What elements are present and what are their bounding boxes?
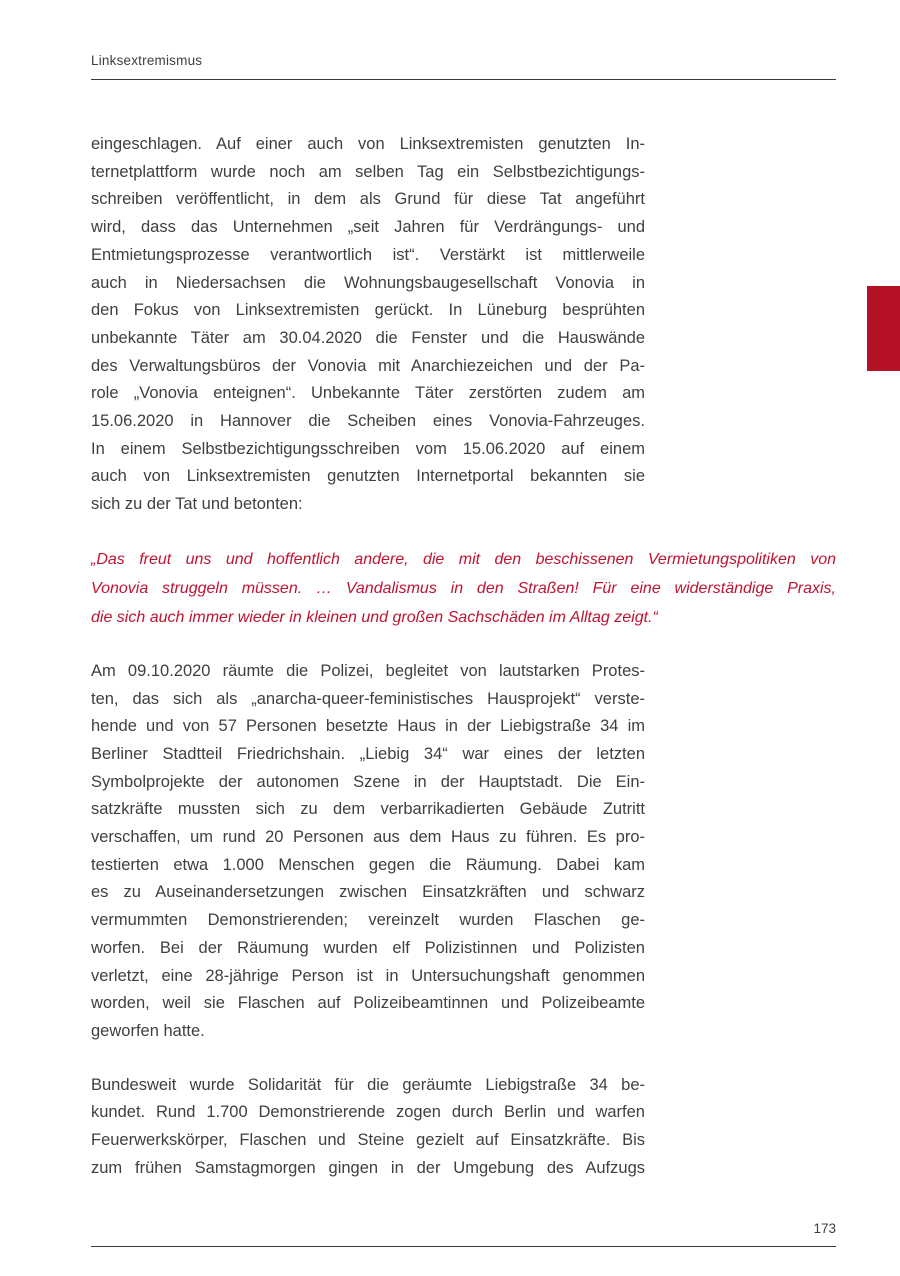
text-line: ternetplattform wurde noch am selben Tag ein Selbstbezichtigungs- <box>91 162 645 181</box>
body-paragraph <box>91 658 645 1046</box>
text-line: schreiben veröffentlicht, in dem als Grund für diese Tat angeführt <box>91 190 645 209</box>
text-line: 15.06.2020 in Hannover die Scheiben eines Vonovia-Fahrzeuges. <box>91 412 645 431</box>
body-paragraph <box>91 1072 645 1183</box>
page-header <box>91 52 836 80</box>
text-line: sich zu der Tat und betonten: <box>91 495 303 514</box>
text-line: unbekannte Täter am 30.04.2020 die Fenster und die Hauswände <box>91 328 645 347</box>
text-line: role „Vonovia enteignen“. Unbekannte Täter zerstörten zudem am <box>91 384 645 403</box>
text-line: geworfen hatte. <box>91 1021 205 1040</box>
text-line: eingeschlagen. Auf einer auch von Linksextremisten genutzten In- <box>91 135 645 153</box>
text-line: es zu Auseinandersetzungen zwischen Einsatzkräften und schwarz <box>91 883 645 902</box>
text-line: worden, weil sie Flaschen auf Polizeibeamtinnen und Polizeibeamte <box>91 994 645 1013</box>
text-line: auch von Linksextremisten genutzten Internetportal bekannten sie <box>91 467 645 486</box>
text-line: vermummten Demonstrierenden; vereinzelt wurden Flaschen ge- <box>91 911 645 930</box>
text-line: hende und von 57 Personen besetzte Haus in der Liebigstraße 34 im <box>91 717 645 736</box>
text-line: wird, dass das Unternehmen „seit Jahren für Verdrängungs- und <box>91 218 645 237</box>
text-line: verletzt, eine 28-jährige Person ist in Untersuchungshaft genommen <box>91 966 645 985</box>
chapter-marker-tab <box>867 286 900 371</box>
text-line: zum frühen Samstagmorgen gingen in der Umgebung des Aufzugs <box>91 1158 645 1177</box>
text-line: Symbolprojekte der autonomen Szene in der Hauptstadt. Die Ein- <box>91 772 645 791</box>
page-footer <box>91 1220 836 1247</box>
text-line: Am 09.10.2020 räumte die Polizei, begleitet von lautstarken Protes- <box>91 661 645 680</box>
text-line: den Fokus von Linksextremisten gerückt. In Lüneburg besprühten <box>91 301 645 320</box>
body-paragraph <box>91 131 645 519</box>
text-line: In einem Selbstbezichtigungsschreiben vom 15.06.2020 auf einem <box>91 439 645 458</box>
text-line: verschaffen, um rund 20 Personen aus dem Haus zu führen. Es pro- <box>91 828 645 847</box>
text-line: Entmietungsprozesse verantwortlich ist“. Verstärkt ist mittlerweile <box>91 245 645 264</box>
text-line: Bundesweit wurde Solidarität für die geräumte Liebigstraße 34 be- <box>91 1075 645 1094</box>
text-line: „Das freut uns und hoffentlich andere, die mit den beschissenen Vermietungspolitiken von <box>91 550 836 568</box>
text-line: Vonovia struggeln müssen. … Vandalismus in den Straßen! Für eine widerständige Praxis, <box>91 579 836 597</box>
text-line: kundet. Rund 1.700 Demonstrierende zogen durch Berlin und warfen <box>91 1103 645 1122</box>
text-line: testierten etwa 1.000 Menschen gegen die Räumung. Dabei kam <box>91 855 645 874</box>
quote-paragraph <box>91 545 836 632</box>
text-line: ten, das sich als „anarcha-queer-feministisches Hausprojekt“ verste- <box>91 689 645 708</box>
text-line: satzkräfte mussten sich zu dem verbarrikadierten Gebäude Zutritt <box>91 800 645 819</box>
text-line: Feuerwerkskörper, Flaschen und Steine gezielt auf Einsatzkräfte. Bis <box>91 1131 645 1150</box>
text-line: Berliner Stadtteil Friedrichshain. „Liebig 34“ war eines der letzten <box>91 744 645 763</box>
page-content <box>91 131 836 1209</box>
text-line: die sich auch immer wieder in kleinen und großen Sachschäden im Alltag zeigt.“ <box>91 608 658 626</box>
text-line: worfen. Bei der Räumung wurden elf Polizistinnen und Polizisten <box>91 938 645 957</box>
running-header-label: Linksextremismus <box>91 53 203 68</box>
text-line: auch in Niedersachsen die Wohnungsbaugesellschaft Vonovia in <box>91 273 645 292</box>
page-number: 173 <box>813 1221 836 1236</box>
text-line: des Verwaltungsbüros der Vonovia mit Anarchiezeichen und der Pa- <box>91 356 645 375</box>
